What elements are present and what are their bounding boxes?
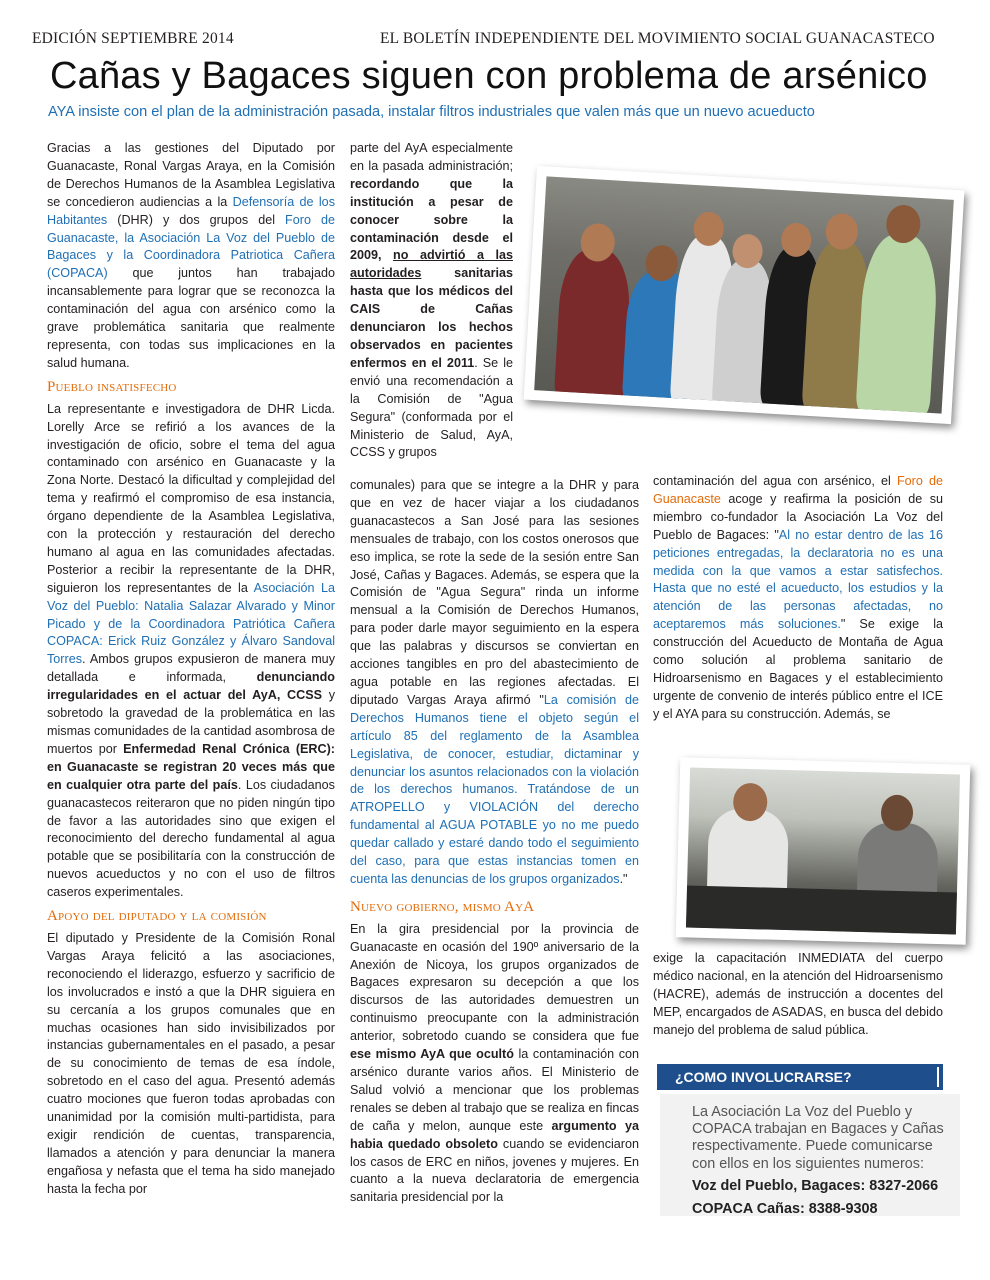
text: ." bbox=[619, 871, 628, 886]
person-figure bbox=[554, 247, 633, 401]
underlined-bold-text: no advirtió a las autoridades bbox=[350, 248, 513, 281]
text: " Se exige la construcción del Acueducto de Montaña de Agua como solución al problema sanitario de Hidroarsenismo en Bagaces y el establecimiento urgente de convenio de interés público entre el ICE y el AYA para su construcción. Además, se bbox=[653, 617, 943, 721]
text: comunales) para que se integre a la DHR y para que en vez de hacer viajar a los ciudadanos guanacastecos a San José para las sesiones mensuales de trabajo, con los costos onerosos que eso implica, se rote la sede de la sesión entre San José, Cañas y Bagaces. Además, se espera que la Comisión de "Agua Segura" rinda un informe mensual a la Comisión de Derechos Humanos, para poder darle mayor seguimiento en la espera que las palabras y discursos se conviertan en acciones tangibles en pro del abastecimiento de agua potable en las regiones afectadas. El diputado Vargas Araya afirmó " bbox=[350, 478, 639, 707]
link-defensoria[interactable]: Defensoría de los Habitantes bbox=[47, 194, 335, 227]
text: que juntos han trabajado incansablemente para lograr que se reconozca la contaminación del agua con arsénico como la grave problemática sanitaria que realmente representa, con todas sus implicaciones en la salud humana. bbox=[47, 266, 335, 370]
bold-text: denunciando irregularidades en el actuar del AyA, CCSS bbox=[47, 670, 335, 703]
text: . Los ciudadanos guanacastecos reiteraron que no piden ningún tipo de favor a las autoridades sino que exigen el reconocimiento del derecho fundamental al agua potable que se posibilitaría con la construcción de nuevos acueductos y no con el uso de filtros caseros experimentales. bbox=[47, 777, 335, 900]
text: (DHR) y dos grupos del bbox=[107, 212, 286, 227]
article-subheadline: AYA insiste con el plan de la administración pasada, instalar filtros industriales que valen más que un nuevo acueducto bbox=[48, 104, 815, 120]
bold-text: sanitarias hasta que los médicos del CAIS de Cañas denunciaron los hechos observados en pacientes enfermos en el 2011 bbox=[350, 266, 513, 370]
contact-box-text: La Asociación La Voz del Pueblo y COPACA trabajan en Bagaces y Cañas respectivamente. Puede comunicarse con ellos en los siguientes numeros: bbox=[692, 1104, 944, 1172]
link-asociacion[interactable]: Asociación La Voz del Pueblo: Natalia Salazar Alvarado y Minor Picado y de la Coordinadora Patriótica Cañera COPACA: Erick Ruiz González y Álvaro Sandoval Torres bbox=[47, 580, 335, 667]
contact-box-title: ¿COMO INVOLUCRARSE? bbox=[675, 1069, 852, 1085]
divider bbox=[937, 1067, 939, 1087]
quote-diputado: La comisión de Derechos Humanos tiene el objeto según el artículo 85 del reglamento de la Asamblea Legislativa, de conocer, estudiar, dictaminar y denunciar los asuntos relacionados con la violación de los derechos humanos. Tratándose de un ATROPELLO y VIOLACIÓN del derecho fundamental al AGUA POTABLE yo no me puedo quedar callado y estaré dando todo el seguimiento del caso, para que estas instancias tomen en cuenta las denuncias de los grupos organizados bbox=[350, 692, 639, 886]
text: Gracias a las gestiones del Diputado por Guanacaste, Ronal Vargas Araya, en la Comisión de Derechos Humanos de la Asamblea Legislativa se concedieron audiencias a la bbox=[47, 141, 335, 209]
person-figure bbox=[855, 233, 939, 414]
text: y sobretodo la gravedad de la problemática en las mismas comunidades de la cantidad asombrosa de muertos por bbox=[47, 688, 335, 756]
bold-text: ese mismo AyA que ocultó bbox=[350, 1047, 514, 1062]
text: la contaminación con arsénico durante varios años. El Ministerio de Salud volvió a mencionar que los problemas renales se deben al trabajo que se realiza en fincas de caña y melon, aunque este bbox=[350, 1047, 640, 1133]
column-2 bbox=[350, 477, 639, 1207]
section-heading-nuevo-gobierno: Nuevo gobierno, mismo AyA bbox=[350, 898, 535, 915]
bold-text: Enfermedad Renal Crónica (ERC): en Guanacaste se registran 20 veces más que en cualquier otra parte del país bbox=[47, 741, 335, 792]
section-heading-pueblo: Pueblo insatisfecho bbox=[47, 378, 177, 395]
bold-text: argumento ya habia quedado obsoleto bbox=[350, 1118, 639, 1151]
contact-copaca: COPACA Cañas: 8388-9308 bbox=[692, 1201, 878, 1218]
group-photo-image bbox=[534, 176, 954, 413]
paragraph-intro bbox=[47, 140, 335, 373]
edition-label: EDICIÓN SEPTIEMBRE 2014 bbox=[32, 30, 234, 47]
text: contaminación del agua con arsénico, el bbox=[653, 474, 897, 488]
meeting-photo bbox=[676, 757, 971, 945]
section-heading-apoyo: Apoyo del diputado y la comisión bbox=[47, 908, 267, 925]
paragraph-capacitacion: exige la capacitación INMEDIATA del cuerpo médico nacional, en la atención del Hidroarsenismo (HACRE), además de instrucción a docentes del MEP, encargados de ASADAS, en busca del debido manejo del problema de salud pública. bbox=[653, 951, 943, 1037]
paragraph-comision bbox=[350, 477, 639, 889]
contact-box-content bbox=[692, 1104, 954, 1218]
meeting-photo-image bbox=[686, 767, 960, 934]
paragraph-apoyo: El diputado y Presidente de la Comisión Ronal Vargas Araya felicitó a las asociaciones, reconociendo el liderazgo, esfuerzo y sacrificio de los involucrados e instó a que la DHR siguiera en su cercanía a los grupos comunales que en muchas ocasiones han sido invisibilizados por instancias gubernamentales en el pasado, a pesar de su conocimiento de temas de esa índole, sobretodo en el caso del agua. Presentó además cuatro mociones que fueron todas aprobadas con unanimidad por la comisión multi-partidista, para exigir rendición de cuentas, transparencia, llamados a atención y para denunciar la manera engañosa y nefasta que el tema ha sido manejado hasta la fecha por bbox=[47, 930, 335, 1196]
paragraph-pueblo bbox=[47, 401, 335, 902]
text: En la gira presidencial por la provincia de Guanacaste en ocasión del 190º aniversario de la Anexión de Nicoya, los grupos organizados de Bagaces expresaron su decepción a que los discursos de las autoridades demuestren un continuismo preocupante con la administración anterior, sobretodo cuando se considera que fue bbox=[350, 921, 639, 1044]
link-foro[interactable]: Foro de Guanacaste bbox=[653, 474, 943, 506]
column-2-top bbox=[350, 140, 513, 462]
bold-text: recordando que la institución a pesar de conocer sobre la contaminación desde el 2009, bbox=[350, 176, 513, 263]
column-3-top bbox=[653, 473, 943, 724]
column-3-bottom bbox=[653, 950, 943, 1040]
text: acoge y reafirma la posición de su miembro co-fundador la Asociación La Voz del Pueblo de Bagaces: " bbox=[653, 491, 943, 542]
paragraph-aya bbox=[350, 140, 513, 462]
link-foro-guanacaste[interactable]: Foro de Guanacaste, la Asociación La Voz del Pueblo de Bagaces y la Coordinadora Patriotica Cañera (COPACA) bbox=[47, 212, 335, 281]
contact-box-title-bar bbox=[657, 1064, 943, 1090]
text: . Ambos grupos expusieron de manera muy detallada e informada, bbox=[47, 652, 335, 685]
text: La representante e investigadora de DHR Licda. Lorelly Arce se refirió a los avances de la investigación de oficio, sobre el tema del agua contaminado con arsénico en Guanacaste y la Zona Norte. Destacó la dificultad y complejidad del tema y reafirmó el compromiso de esa instancia, órgano dependiente de la Asamblea Legislativa, con la protección y restauración del derecho humano al agua en las comunidades afectadas. Posterior a recibir la representante de la DHR, siguieron los representantes de la bbox=[47, 401, 335, 595]
text: cuando se evidenciaron los casos de ERC en niños, jovenes y mujeres. En cuanto a la nueva declaratoria de emergencia sanitaria presidencial por la bbox=[350, 1136, 639, 1205]
text: parte del AyA especialmente en la pasada administración; bbox=[350, 141, 513, 173]
group-photo bbox=[524, 166, 965, 424]
paragraph-gobierno bbox=[350, 921, 639, 1208]
bulletin-title: EL BOLETÍN INDEPENDIENTE DEL MOVIMIENTO SOCIAL GUANACASTECO bbox=[380, 30, 935, 47]
meeting-table bbox=[686, 885, 957, 934]
paragraph-foro bbox=[653, 473, 943, 724]
contact-voz-del-pueblo: Voz del Pueblo, Bagaces: 8327-2066 bbox=[692, 1177, 939, 1194]
column-1 bbox=[47, 140, 335, 1199]
quote-voz-del-pueblo: Al no estar dentro de las 16 peticiones entregadas, la declaratoria no es una medida con la que vamos a estar satisfechos. Hasta que no esté el acueducto, los estudios y la atención de las personas afectadas, no aceptaremos más soluciones. bbox=[653, 527, 943, 632]
text: . Se le envió una recomendación a la Comisión de "Agua Segura" (conformada por el Ministerio de Salud, AyA, CCSS y grupos bbox=[350, 355, 513, 460]
article-headline: Cañas y Bagaces siguen con problema de arsénico bbox=[50, 55, 928, 97]
